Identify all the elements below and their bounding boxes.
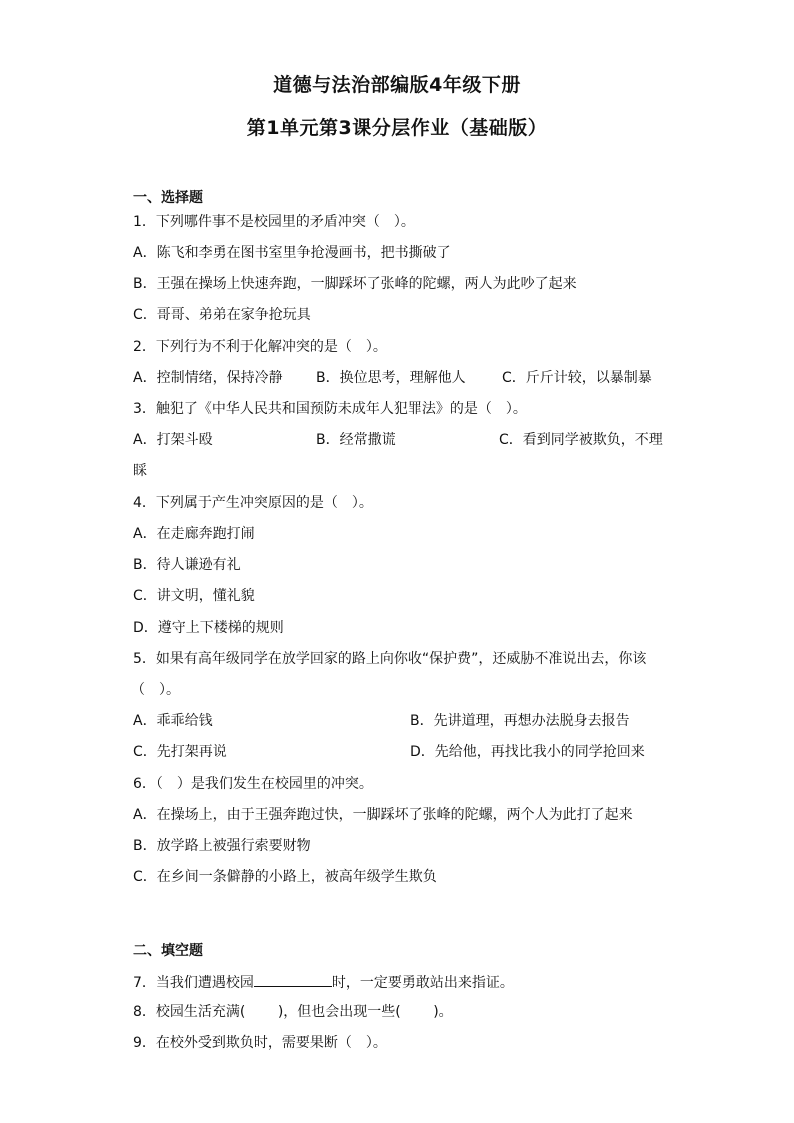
question-4-option-a: A．在走廊奔跑打闹 <box>133 526 255 542</box>
question-5-stem-continued: （ ）。 <box>131 682 180 698</box>
question-1-option-c: C．哥哥、弟弟在家争抢玩具 <box>133 307 311 323</box>
section-heading-fill: 二、填空题 <box>133 943 203 959</box>
question-6-option-c: C．在乡间一条僻静的小路上，被高年级学生欺负 <box>133 869 437 885</box>
question-1-option-b: B．王强在操场上快速奔跑，一脚踩坏了张峰的陀螺，两人为此吵了起来 <box>133 276 577 292</box>
question-1-stem: 1．下列哪件事不是校园里的矛盾冲突（ ）。 <box>133 214 415 230</box>
question-6-option-b: B．放学路上被强行索要财物 <box>133 838 311 854</box>
question-5-stem: 5．如果有高年级同学在放学回家的路上向你收“保护费”，还威胁不准说出去，你该 <box>133 651 647 667</box>
question-5-option-c: C．先打架再说 <box>133 744 227 760</box>
question-4-option-d: D．遵守上下楼梯的规则 <box>133 620 284 636</box>
question-7-blank[interactable] <box>254 972 332 987</box>
question-8: 8．校园生活充满( )，但也会出现一些( )。 <box>133 1004 453 1020</box>
question-3-option-a: A．打架斗殴 <box>133 432 213 448</box>
question-7-text-before: 7．当我们遭遇校园 <box>133 975 254 991</box>
question-6-option-a: A．在操场上，由于王强奔跑过快，一脚踩坏了张峰的陀螺，两个人为此打了起来 <box>133 807 633 823</box>
question-1-option-a: A．陈飞和李勇在图书室里争抢漫画书，把书撕破了 <box>133 245 451 261</box>
question-5-option-b: B．先讲道理，再想办法脱身去报告 <box>410 713 630 729</box>
question-5-option-a: A．乖乖给钱 <box>133 713 213 729</box>
question-2-option-a: A．控制情绪，保持冷静 <box>133 370 283 386</box>
question-2-stem: 2．下列行为不利于化解冲突的是（ ）。 <box>133 339 387 355</box>
question-4-option-b: B．待人谦逊有礼 <box>133 557 241 573</box>
question-3-option-c-continued: 睬 <box>133 463 147 479</box>
question-7-text-after: 时，一定要勇敢站出来指证。 <box>331 975 514 991</box>
question-4-stem: 4．下列属于产生冲突原因的是（ ）。 <box>133 495 373 511</box>
question-4-option-c: C．讲文明，懂礼貌 <box>133 588 255 604</box>
question-3-option-c: C．看到同学被欺负，不理 <box>499 432 663 448</box>
section-heading-choice: 一、选择题 <box>133 190 203 206</box>
question-6-stem: 6．（ ）是我们发生在校园里的冲突。 <box>133 776 373 792</box>
page-title: 道德与法治部编版4年级下册 <box>273 74 521 96</box>
page-subtitle: 第1单元第3课分层作业（基础版） <box>246 117 548 139</box>
question-5-option-d: D．先给他，再找比我小的同学抢回来 <box>410 744 645 760</box>
question-9: 9．在校外受到欺负时，需要果断（ ）。 <box>133 1035 387 1051</box>
question-2-option-c: C．斤斤计较，以暴制暴 <box>502 370 652 386</box>
question-3-option-b: B．经常撒谎 <box>316 432 396 448</box>
question-3-stem: 3．触犯了《中华人民共和国预防未成年人犯罪法》的是（ ）。 <box>133 401 527 417</box>
question-7 <box>133 972 514 992</box>
question-2-option-b: B．换位思考，理解他人 <box>316 370 466 386</box>
